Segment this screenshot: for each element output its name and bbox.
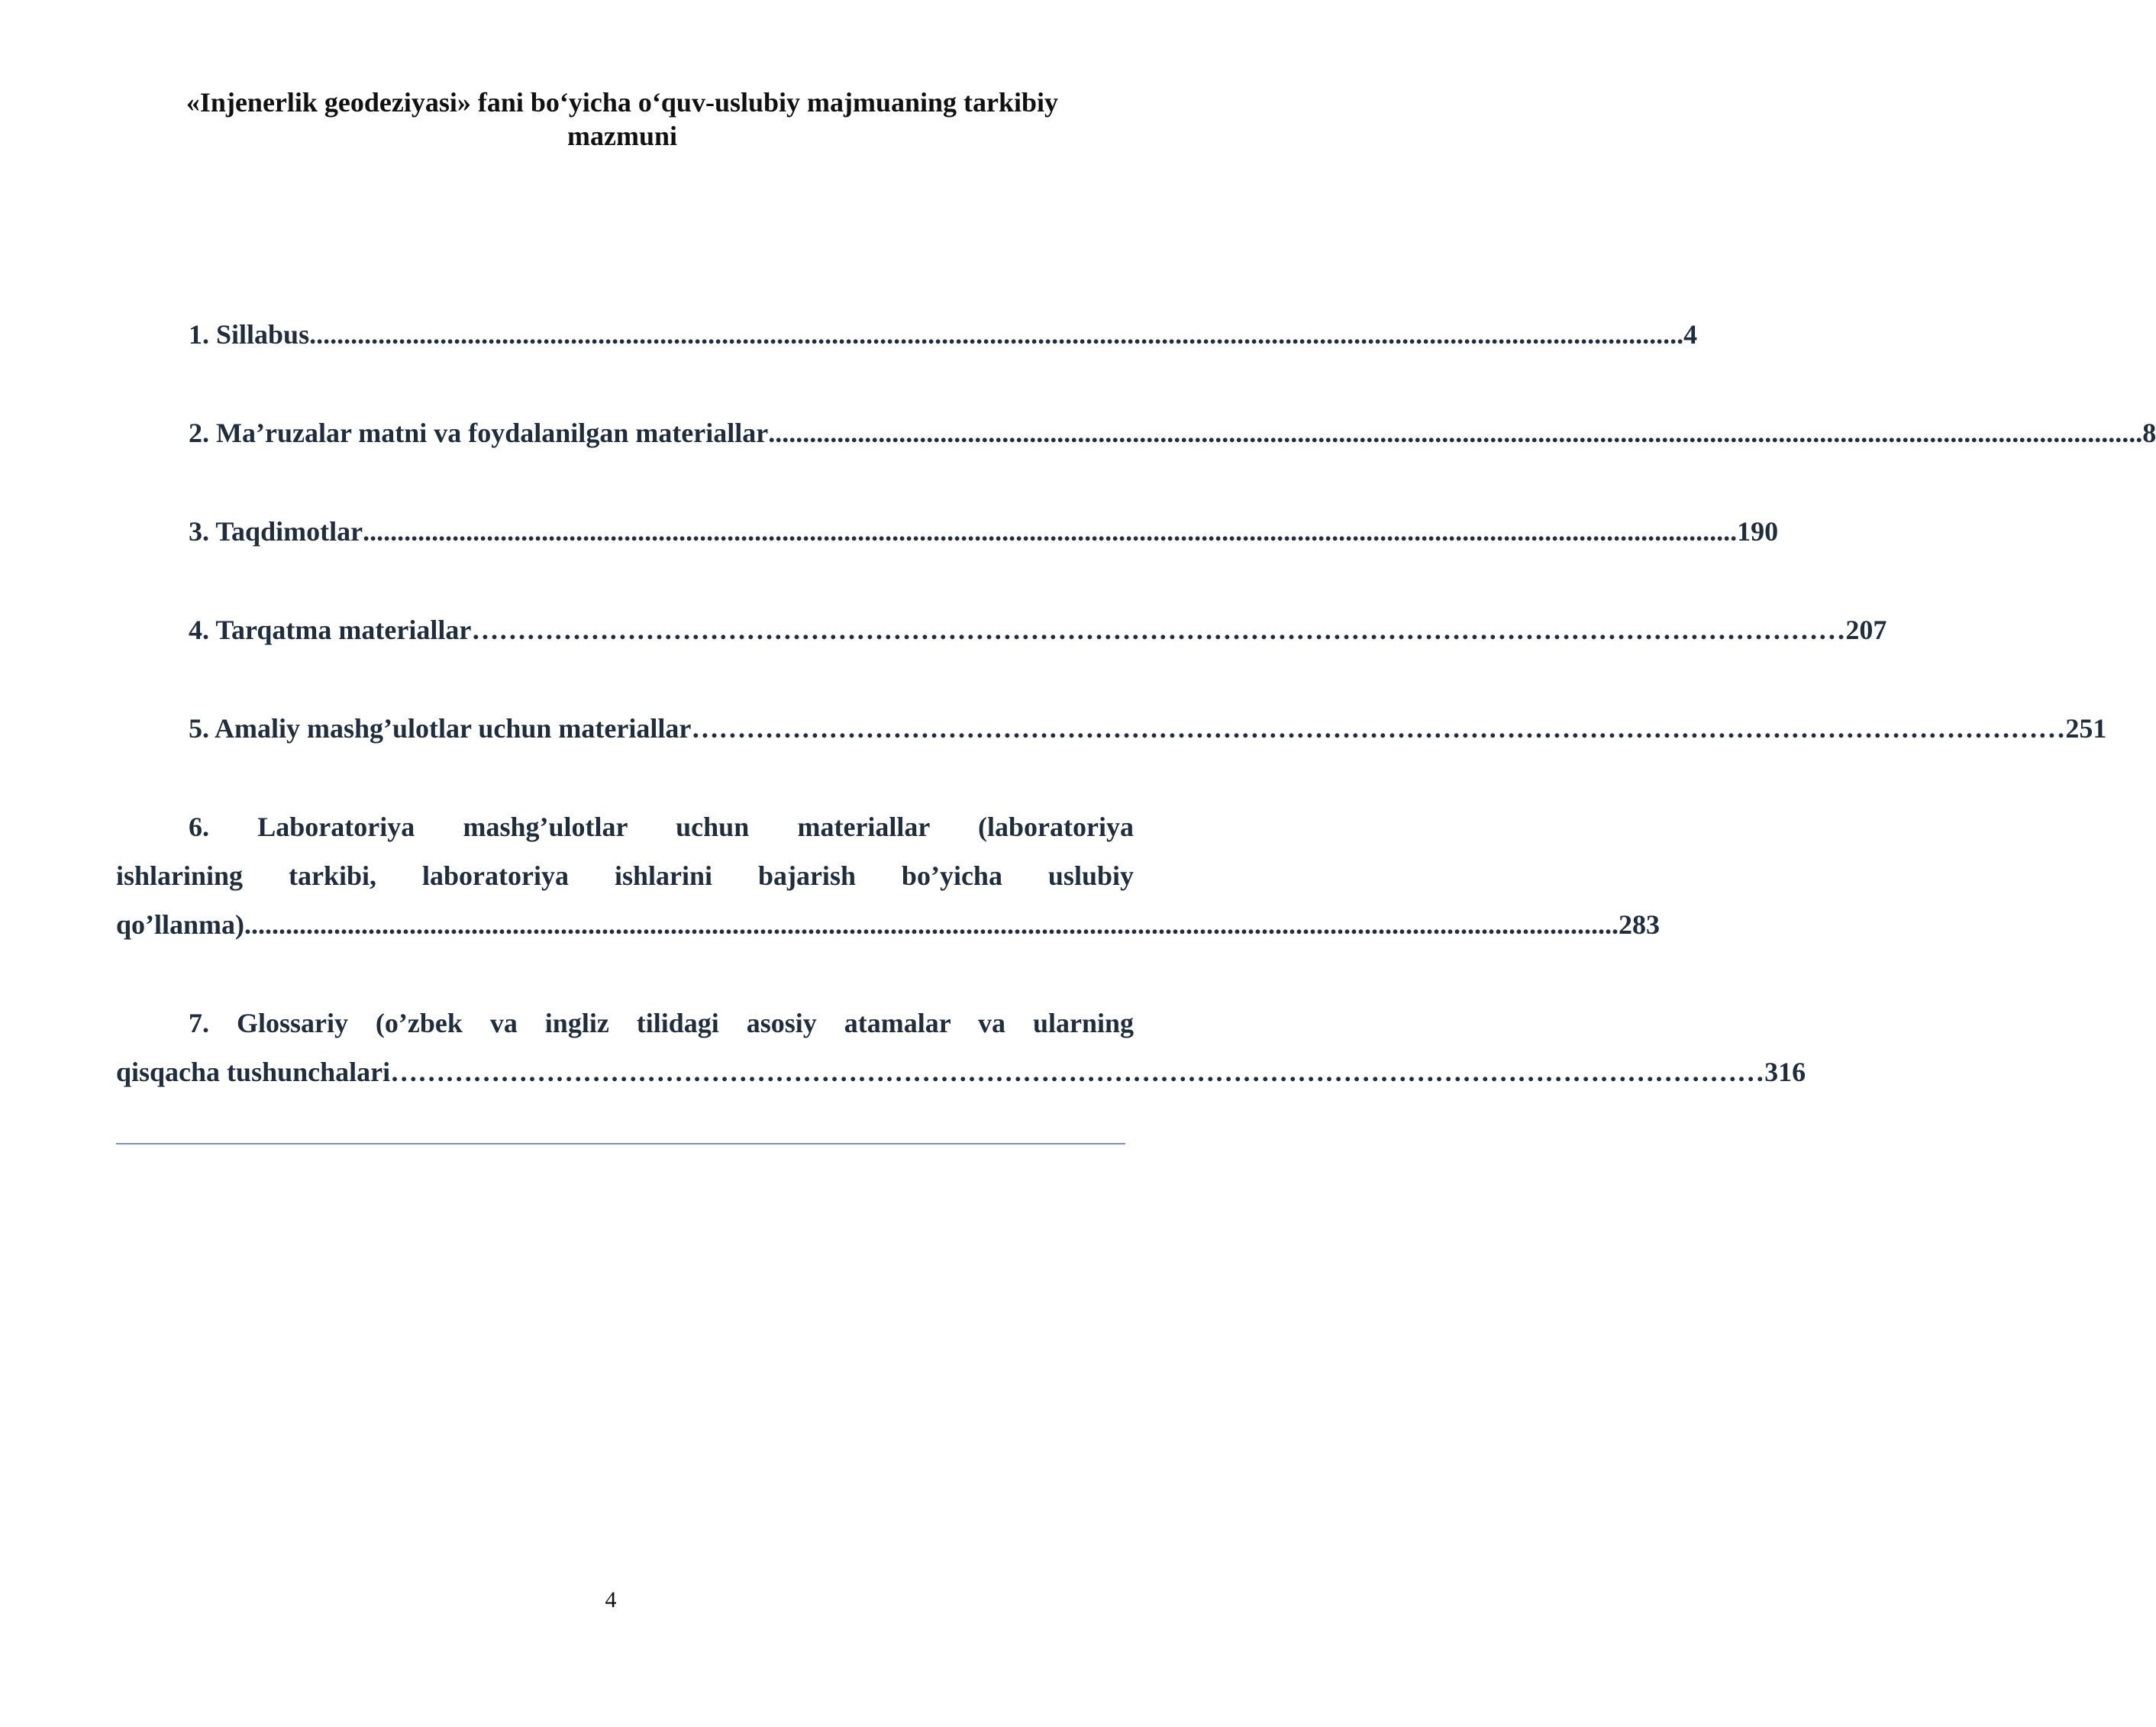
toc-item-4-page: 207: [1845, 615, 1887, 645]
toc-item-6-text-end: qo’llanma): [116, 909, 245, 940]
page-title: [115, 86, 1130, 153]
toc-leader-dots: ……………………………………………………………………………………………………………………………………: [691, 713, 2066, 744]
horizontal-divider: [116, 1143, 1125, 1144]
toc-leader-dots: ........................................................................................................................................................................................................: [768, 418, 2143, 448]
toc-item-3-text: 3. Taqdimotlar: [189, 516, 363, 547]
toc-item-1[interactable]: [116, 312, 1698, 357]
toc-item-2-text: 2. Ma’ruzalar matni va foydalanilgan materiallar: [189, 418, 769, 448]
toc-item-4[interactable]: [116, 607, 1887, 653]
toc-item-6-line-3[interactable]: [116, 902, 1661, 947]
toc-item-6-page: 283: [1619, 909, 1661, 940]
toc-item-1-text: 1. Sillabus: [189, 319, 310, 350]
toc-item-4-text: 4. Tarqatma materiallar: [189, 615, 472, 645]
toc-item-2-page: 8: [2142, 418, 2156, 448]
toc-item-3[interactable]: [116, 508, 1779, 554]
toc-item-7-page: 316: [1764, 1057, 1806, 1087]
toc-item-2[interactable]: [116, 410, 2156, 456]
toc-leader-dots: ……………………………………………………………………………………………………………………………………: [390, 1057, 1765, 1087]
toc-item-7-text-end: qisqacha tushunchalari: [116, 1057, 391, 1087]
toc-leader-dots: ........................................................................................................................................................................................................: [244, 909, 1619, 940]
title-line-1: «Injenerlik geodeziyasi» fani bo‘yicha o‘quv-uslubiy majmuaning tarkibiy: [186, 87, 1059, 118]
toc-item-5[interactable]: [116, 705, 2107, 751]
toc-item-5-text: 5. Amaliy mashg’ulotlar uchun materiallar: [189, 713, 692, 744]
toc-item-5-page: 251: [2065, 713, 2107, 744]
page-number: 4: [605, 1587, 617, 1612]
toc-item-6-line-1[interactable]: 6. Laboratoriya mashg’ulotlar uchun materiallar (laboratoriya: [189, 812, 1134, 842]
toc-item-7-line-1[interactable]: 7. Glossariy (o’zbek va ingliz tilidagi asosiy atamalar va ularning: [189, 1008, 1134, 1038]
toc-item-1-page: 4: [1683, 319, 1698, 350]
toc-leader-dots: ……………………………………………………………………………………………………………………………………: [471, 615, 1846, 645]
toc-leader-dots: ........................................................................................................................................................................................................: [309, 319, 1684, 350]
toc-item-6-line-2[interactable]: ishlarining tarkibi, laboratoriya ishlarini bajarish bo’yicha uslubiy: [116, 860, 1134, 891]
toc-item-3-page: 190: [1737, 516, 1779, 547]
title-line-2: mazmuni: [567, 121, 677, 151]
toc-item-7-line-2[interactable]: [116, 1049, 1806, 1095]
toc-leader-dots: ........................................................................................................................................................................................................: [363, 516, 1738, 547]
